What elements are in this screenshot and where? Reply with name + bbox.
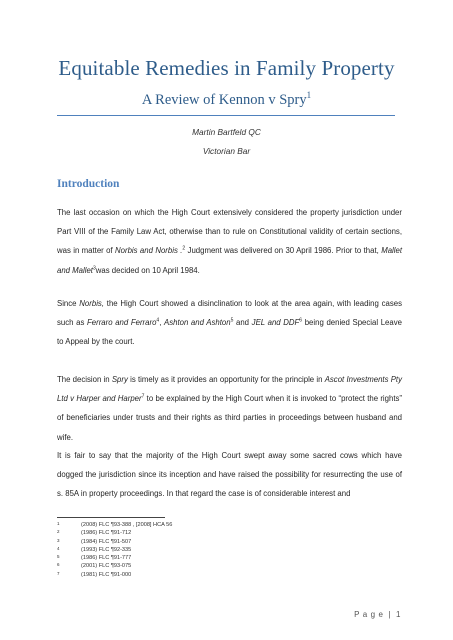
paragraph-text: the High Court showed a disinclination to look at the area again, with leading cases such as [57,299,402,328]
paragraph-text: Judgment was delivered on 30 April 1986. Prior to that, [185,246,382,256]
footnote [57,562,397,570]
footnote [57,529,397,537]
footnote [57,554,397,562]
paragraph-text: being denied Special Leave to Appeal by the court. [57,318,402,347]
footnote-number: 6 [57,562,60,568]
case-name: Ashton and Ashton [164,318,231,328]
footnote-ref: 5 [230,317,234,324]
paragraph-text: , [159,318,165,328]
footnote-ref: 2 [182,245,186,252]
document-subtitle [0,90,453,109]
paragraph-text: The last occasion on which the High Court extensively considered the property jurisdiction under Part VIII of the Family Law Act, otherwise than to rule on Constitutional validity of certain sections, was in matter of [57,208,402,256]
document-title: Equitable Remedies in Family Property [58,56,395,80]
footnote-text: (2008) FLC ¶93-388 , [2008] HCA 56 [81,522,173,528]
footnote-ref: 6 [299,317,303,324]
footnote-number: 1 [57,521,60,526]
case-name: Spry [111,375,128,384]
author-affiliation: Victorian Bar [202,146,251,156]
footnote-text: (1981) FLC ¶91-000 [81,571,132,578]
footnote-text: (1984) FLC ¶91-507 [81,538,132,545]
footnote-number: 5 [57,554,60,560]
page-label: P a g e [354,610,384,619]
footnote-text: (1986) FLC ¶91-712 [81,530,132,537]
footnote [57,546,397,554]
footnote-ref: 7 [141,393,145,400]
case-name: Ferraro and Ferraro [87,318,157,328]
paragraph [57,203,402,280]
page-separator: | [388,610,392,619]
paragraph [57,294,402,352]
case-name: Norbis and Norbis . [115,246,183,256]
case-name: Mallet and Mallet [57,246,403,275]
subtitle-text: A Review of Kennon v Spry [141,91,307,108]
footnote-number: 4 [57,545,60,551]
paragraph-text: Since [57,299,80,308]
paragraph-text: to be explained by the High Court when it is invoked to “protect the rights” of beneficiaries under trusts and their rights as third parties in proceedings between husband and wife. [57,394,403,442]
footnote [57,521,397,529]
footnote [57,538,397,546]
paragraph-text: is timely as it provides an opportunity for the principle in [127,375,325,384]
paragraph [57,370,402,447]
footnote-number: 2 [57,529,60,535]
case-name: Norbis, [79,299,104,308]
title-divider [57,115,395,116]
paragraph-text: was decided on 10 April 1984. [95,265,200,275]
footnote-number: 3 [57,537,60,543]
paragraph-text: The decision in [57,375,112,384]
footnote-text: (1993) FLC ¶92-335 [81,546,132,553]
case-name: Ascot Investments Pty Ltd v Harper and Harper [57,375,402,404]
footnote [57,571,397,579]
footnote-ref: 4 [156,317,160,324]
footnote-divider [57,517,165,518]
case-name: JEL and DDF [251,318,300,328]
page-number-footer [354,610,401,619]
page-number: 1 [395,610,401,619]
author-name: Martin Bartfeld QC [192,127,261,137]
footnote-text: (2001) FLC ¶93-075 [81,563,132,570]
paragraph-text: and [233,318,252,328]
footnote-ref: 1 [306,90,312,100]
footnote-number: 7 [57,570,60,576]
footnotes [57,521,397,579]
footnote-ref: 3 [92,265,96,272]
section-heading: Introduction [57,178,120,190]
footnote-text: (1986) FLC ¶91-777 [81,555,132,562]
paragraph: It is fair to say that the majority of the High Court swept away some sacred cows which have dogged the jurisdiction since its inception and have raised the possibility for resurrecting the use of s. 85A in property proceedings. In that regard the case is of considerable interest and [57,451,402,499]
